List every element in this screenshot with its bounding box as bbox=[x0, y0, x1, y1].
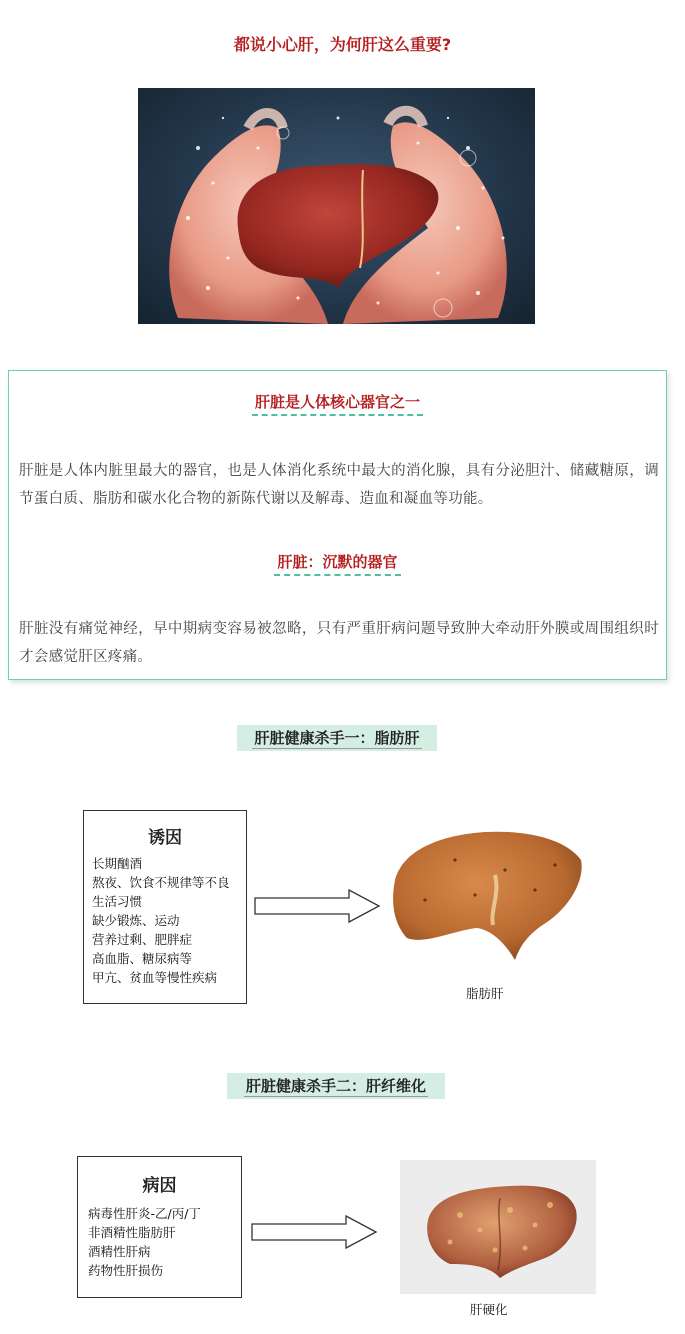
cause-box-title: 病因 bbox=[142, 1176, 177, 1196]
paragraph-liver-function: 肝脏是人体内脏里最大的器官，也是人体消化系统中最大的消化腺，具有分泌胆汁、储藏糖原，调节蛋白质、脂肪和碳水化合物的新陈代谢以及解毒、造血和凝血等功能。 bbox=[19, 463, 659, 507]
list-item: 病毒性肝炎-乙/丙/丁 bbox=[88, 1206, 201, 1221]
section-band-liver-fibrosis: 肝脏健康杀手二：肝纤维化 bbox=[227, 1073, 445, 1099]
list-item: 酒精性肝病 bbox=[88, 1244, 151, 1259]
list-item: 熬夜、饮食不规律等不良 bbox=[92, 875, 230, 890]
intro-card bbox=[8, 370, 667, 680]
caption-fatty-liver: 脂肪肝 bbox=[466, 986, 504, 1001]
list-item: 高血脂、糖尿病等 bbox=[92, 951, 193, 966]
page-title: 都说小心肝，为何肝这么重要? bbox=[233, 35, 452, 54]
heading-silent-organ: 肝脏：沉默的器官 bbox=[9, 551, 666, 572]
list-item: 营养过剩、肥胖症 bbox=[92, 932, 193, 947]
cause-box-liver-fibrosis bbox=[77, 1156, 242, 1298]
arrow-right-icon bbox=[250, 1214, 380, 1250]
caption-cirrhosis: 肝硬化 bbox=[470, 1302, 508, 1317]
list-item: 药物性肝损伤 bbox=[88, 1263, 164, 1278]
list-item: 生活习惯 bbox=[92, 894, 143, 909]
heading-core-organ: 肝脏是人体核心器官之一 bbox=[9, 391, 666, 412]
list-item: 长期酗酒 bbox=[92, 856, 143, 871]
cause-box-fatty-liver bbox=[83, 810, 247, 1004]
fatty-liver-image bbox=[385, 820, 585, 970]
list-item: 甲亢、贫血等慢性疾病 bbox=[92, 970, 218, 985]
hero-image-hands-holding-liver bbox=[138, 88, 535, 324]
cirrhosis-image bbox=[400, 1160, 596, 1294]
list-item: 缺少锻炼、运动 bbox=[92, 913, 180, 928]
arrow-right-icon bbox=[253, 888, 383, 924]
paragraph-silent-organ: 肝脏没有痛觉神经，早中期病变容易被忽略，只有严重肝病问题导致肿大牵动肝外膜或周围组织时才会感觉肝区疼痛。 bbox=[19, 621, 659, 665]
list-item: 非酒精性脂肪肝 bbox=[88, 1225, 176, 1240]
cause-box-title: 诱因 bbox=[148, 828, 182, 848]
section-band-fatty-liver: 肝脏健康杀手一：脂肪肝 bbox=[237, 725, 437, 751]
